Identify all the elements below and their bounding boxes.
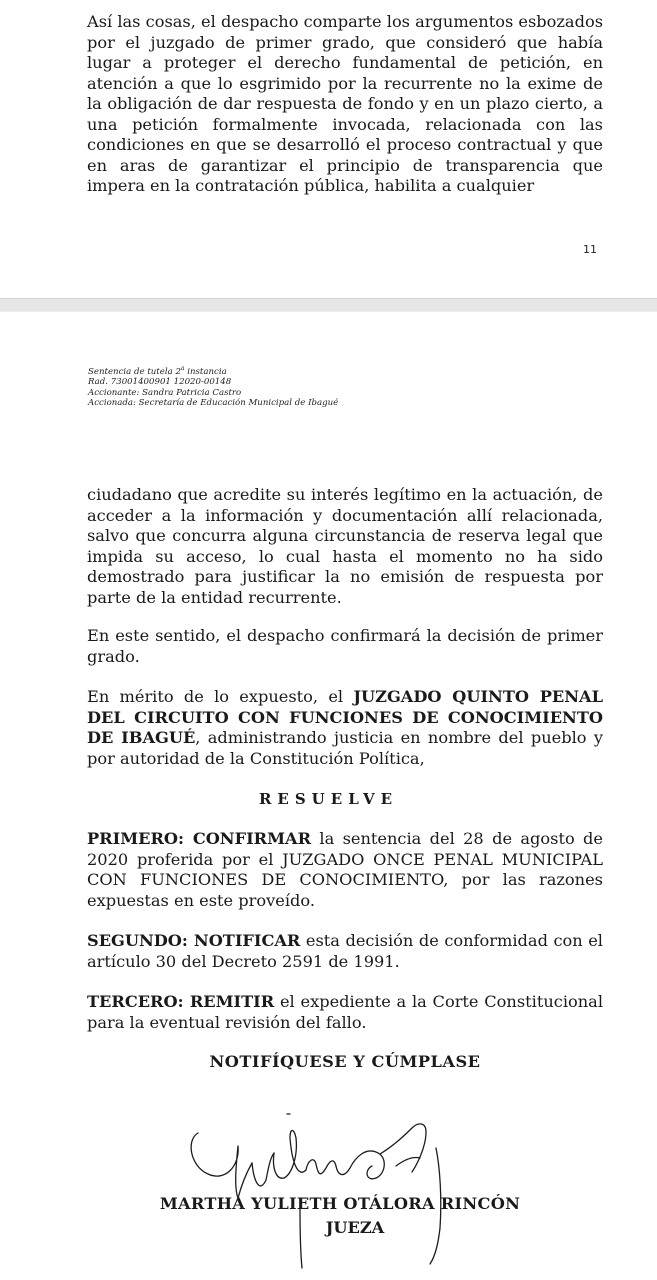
closing-formula: NOTIFÍQUESE Y CÚMPLASE [209,1052,481,1071]
court-name: JUZGADO QUINTO PENAL DEL CIRCUITO CON FUNCIONES DE CONOCIMIENTO DE IBAGUÉ [87,687,603,747]
paragraph-merit: En mérito de lo expuesto, el JUZGADO QUINTO PENAL DEL CIRCUITO CON FUNCIONES DE CONOCIMIENTO DE IBAGUÉ, administrando justicia en nombre del pueblo y por autoridad de la Constitución Política, [87,687,603,768]
page-separator [0,298,657,312]
paragraph-confirm: En este sentido, el despacho confirmará la decisión de primer grado. [87,626,603,666]
paragraph-page1-body: Así las cosas, el despacho comparte los argumentos esbozados por el juzgado de primer grado, que consideró que había lugar a proteger el derecho fundamental de petición, en atención a que lo esgrimido por la recurrente no la exime de la obligación de dar respuesta de fondo y en un plazo cierto, a una petición formalmente invocada, relacionada con las condiciones en que se desarrolló el proceso contractual y que en aras de garantizar el principio de transparencia que impera en la contratación pública, habilita a cualquier [87,12,603,195]
primero-label: PRIMERO: CONFIRMAR [87,829,312,848]
resuelve-heading: RESUELVE [258,790,399,808]
header-line-sentencia: Sentencia de tutela 2$^a$ instancia [88,365,227,377]
segundo-label: SEGUNDO: NOTIFICAR [87,931,301,950]
header-line-accionada: Accionada: Secretaría de Educación Municipal de Ibagué [88,398,339,409]
handwritten-signature [180,1108,480,1273]
paragraph-continuation: ciudadano que acredite su interés legítimo en la actuación, de acceder a la información y documentación allí relacionada, salvo que concurra alguna circunstancia de reserva legal que impida su acceso, lo cual hasta el momento no ha sido demostrado para justificar la no emisión de respuesta por parte de la entidad recurrente. [87,485,603,607]
signer-role: JUEZA [325,1218,385,1237]
tercero-label: TERCERO: REMITIR [87,992,275,1011]
paragraph-tercero: TERCERO: REMITIR el expediente a la Corte Constitucional para la eventual revisión del fallo. [87,992,604,1032]
signer-name: MARTHA YULIETH OTÁLORA RINCÓN [159,1194,521,1213]
paragraph-segundo: SEGUNDO: NOTIFICAR esta decisión de conformidad con el artículo 30 del Decreto 2591 de 1991. [87,931,603,971]
header-line-radicado: Rad. 73001400901 12020-00148 [88,377,232,388]
page-number: 11 [583,243,597,256]
document-header [88,364,338,408]
paragraph-primero: PRIMERO: CONFIRMAR la sentencia del 28 de agosto de 2020 proferida por el JUZGADO ONCE PENAL MUNICIPAL CON FUNCIONES DE CONOCIMIENTO, por las razones expuestas en este proveído. [87,829,603,910]
header-line-accionante: Accionante: Sandra Patricia Castro [88,387,242,398]
